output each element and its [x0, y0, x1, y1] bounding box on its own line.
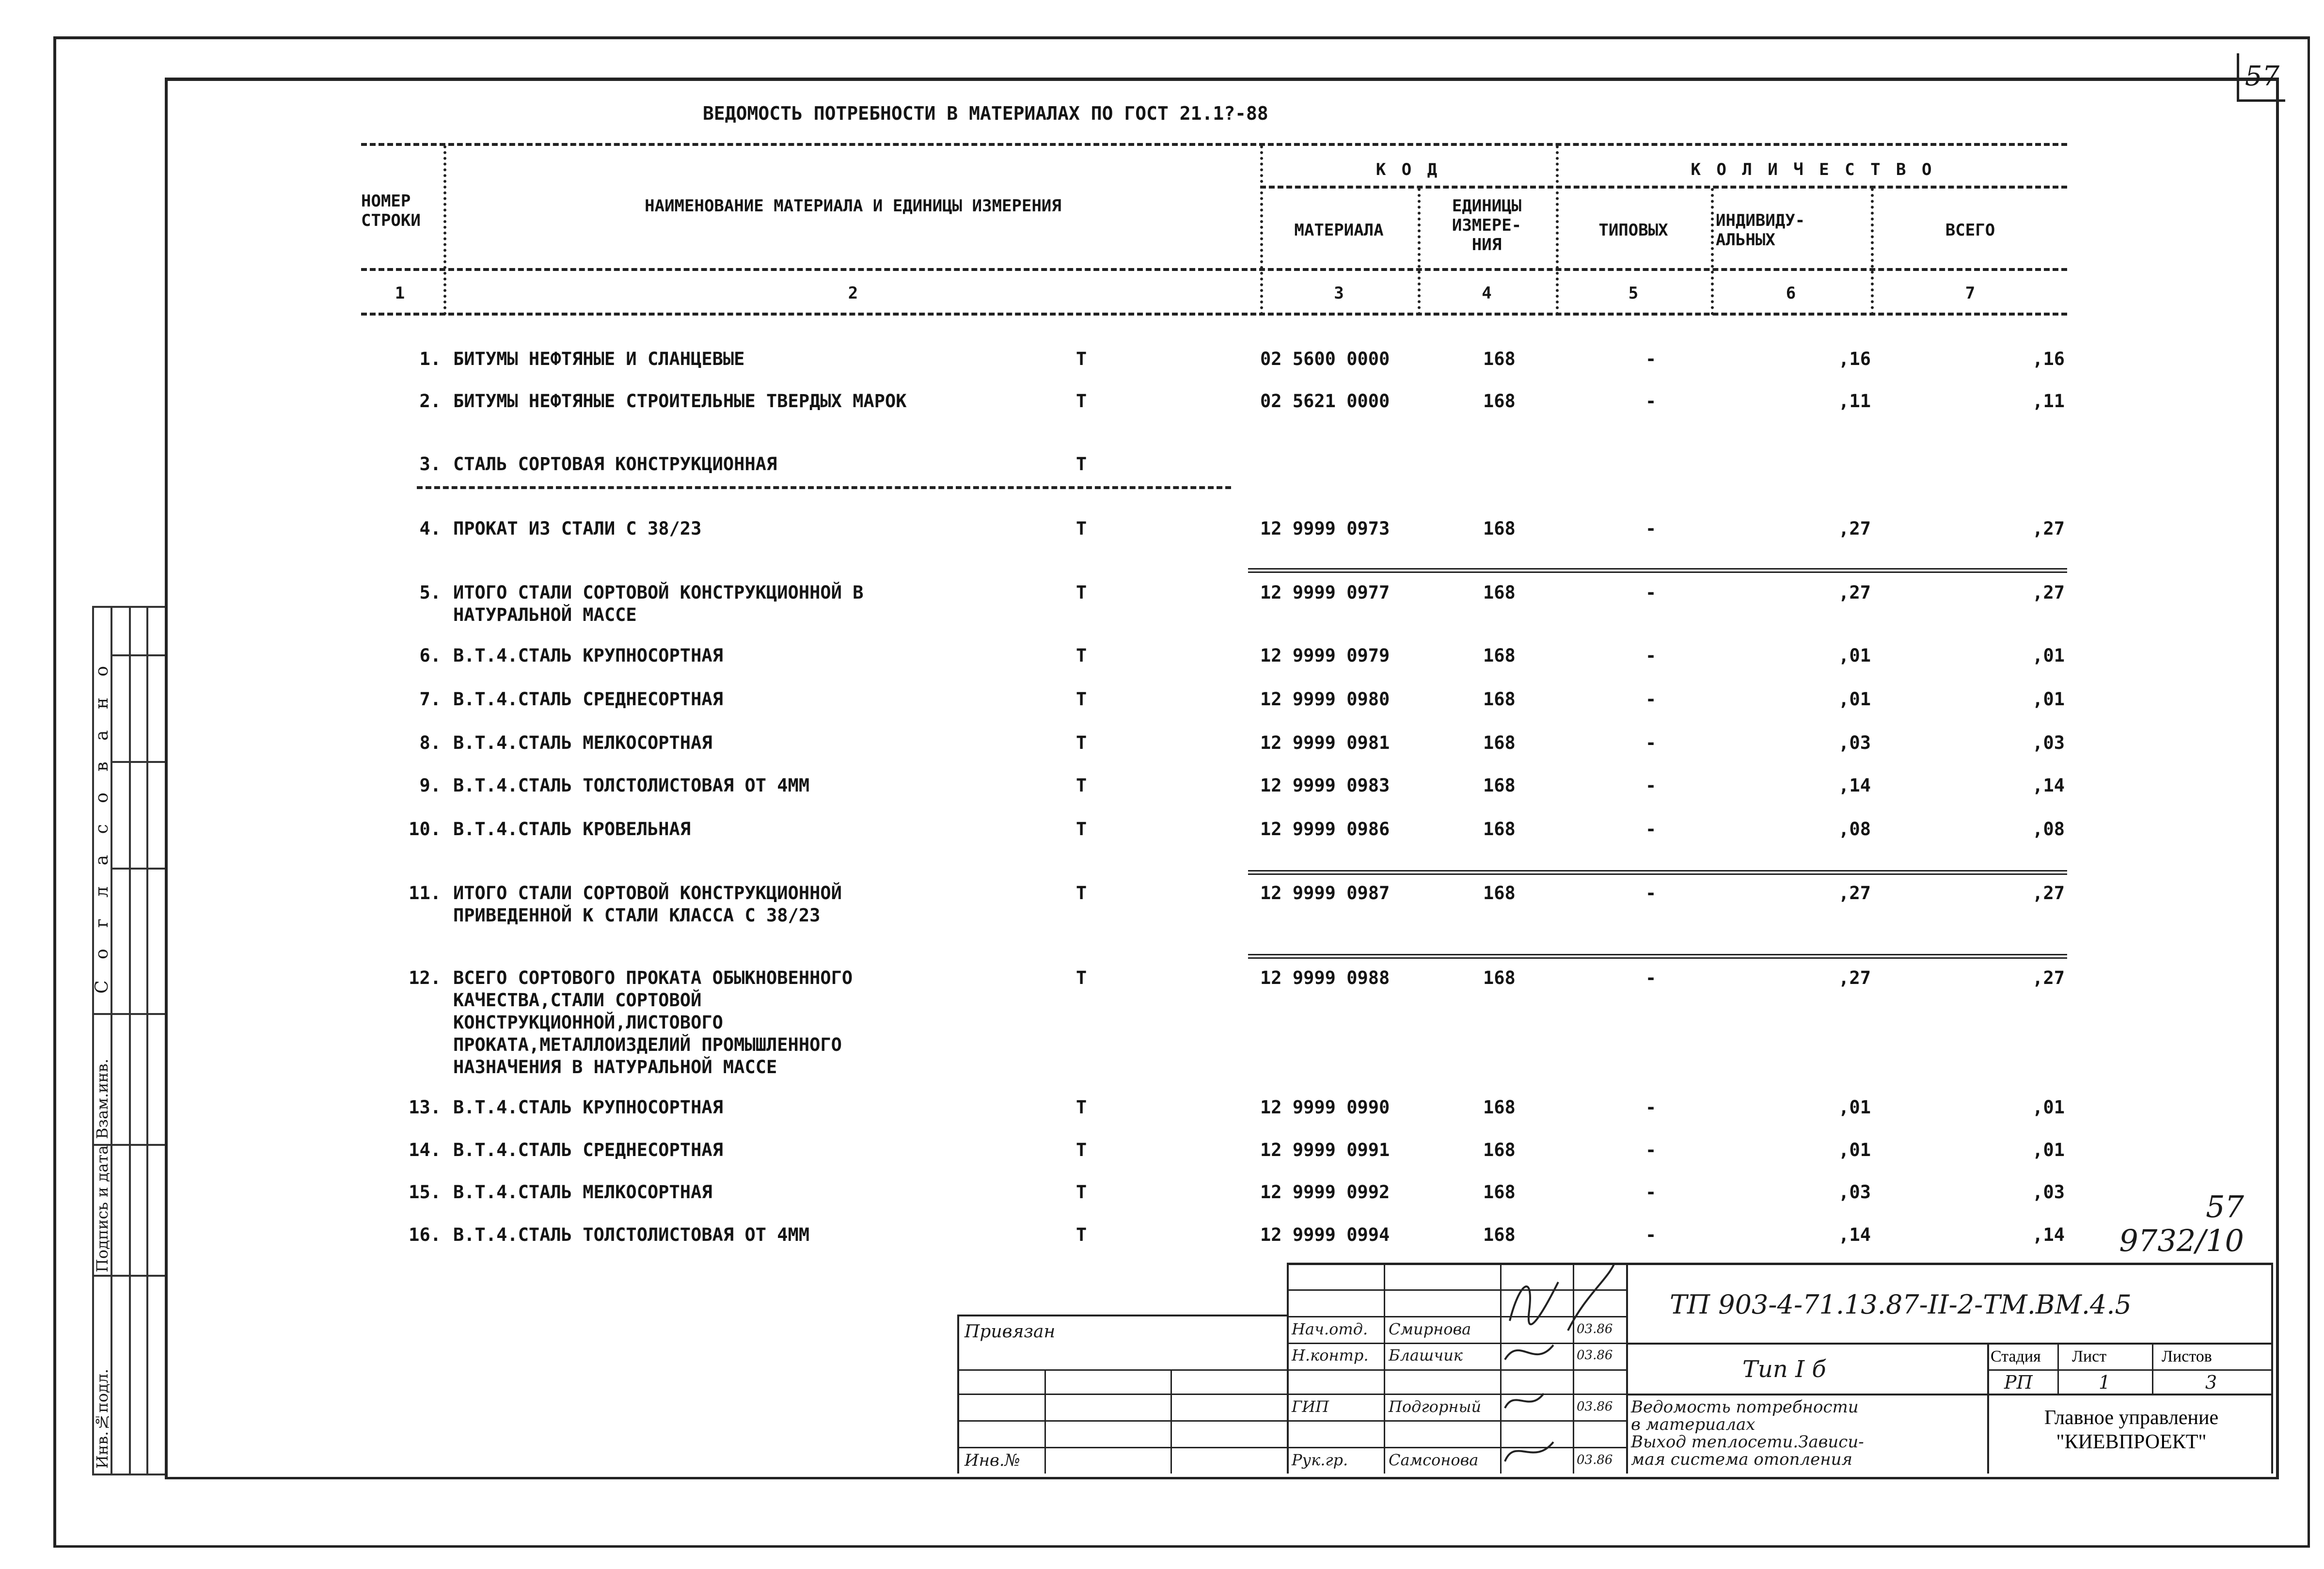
cell-code: 12 9999 0977 — [1260, 582, 1390, 603]
cell-unit-label: Т — [1076, 819, 1087, 840]
cell-code: 12 9999 0981 — [1260, 732, 1390, 753]
header-individual: ИНДИВИДУ- АЛЬНЫХ — [1716, 211, 1805, 250]
cell-individual: ,08 — [1838, 819, 1871, 840]
cell-total: ,14 — [2032, 1224, 2065, 1245]
name-field: Смирнова — [1389, 1320, 1471, 1338]
header-total: ВСЕГО — [1945, 221, 1995, 240]
sheet-description: Ведомость потребности в материалах Выход теплосети.Зависи- мая система отопления — [1631, 1397, 1864, 1469]
cell-code: 12 9999 0983 — [1260, 775, 1390, 796]
cell-unit-code: 168 — [1483, 391, 1516, 412]
cell-unit-code: 168 — [1483, 1140, 1516, 1160]
cell-typical: - — [1645, 967, 1657, 988]
subtotal-rule — [1248, 954, 2067, 959]
cell-unit-code: 168 — [1483, 689, 1516, 710]
cell-code: 12 9999 0979 — [1260, 645, 1390, 666]
cell-code: 12 9999 0992 — [1260, 1182, 1390, 1203]
sidebar-row-line — [92, 606, 165, 608]
header-code: К О Д — [1375, 160, 1440, 179]
name-field: Самсонова — [1389, 1451, 1479, 1469]
cell-individual: ,14 — [1838, 1224, 1871, 1245]
cell-typical: - — [1645, 582, 1657, 603]
sheet-value: 1 — [2099, 1372, 2111, 1393]
cell-unit-label: Т — [1076, 518, 1087, 539]
cell-name: БИТУМЫ НЕФТЯНЫЕ СТРОИТЕЛЬНЫЕ ТВЕРДЫХ МАРОК — [453, 391, 907, 412]
cell-typical: - — [1645, 645, 1657, 666]
col-number: 6 — [1786, 284, 1796, 303]
cell-unit-label: Т — [1076, 1182, 1087, 1203]
cell-no: 3. — [419, 454, 441, 475]
sidebar-col-line — [129, 606, 131, 1474]
cell-code: 02 5621 0000 — [1260, 391, 1390, 412]
cell-no: 13. — [409, 1097, 441, 1118]
col-number: 5 — [1628, 284, 1639, 303]
header-typical: ТИПОВЫХ — [1598, 221, 1668, 240]
cell-name: В.Т.4.СТАЛЬ СРЕДНЕСОРТНАЯ — [453, 1140, 723, 1160]
date-field: 03.86 — [1577, 1399, 1613, 1414]
cell-individual: ,27 — [1838, 883, 1871, 903]
cell-code: 12 9999 0986 — [1260, 819, 1390, 840]
cell-code: 12 9999 0990 — [1260, 1097, 1390, 1118]
cell-name: СТАЛЬ СОРТОВАЯ КОНСТРУКЦИОННАЯ — [453, 454, 777, 475]
cell-unit-label: Т — [1076, 883, 1087, 903]
sidebar-row-line — [111, 868, 165, 870]
cell-code: 12 9999 0987 — [1260, 883, 1390, 903]
cell-total: ,27 — [2032, 518, 2065, 539]
subtotal-rule — [1248, 870, 2067, 875]
sheets-label: Листов — [2162, 1347, 2212, 1365]
cell-name: ВСЕГО СОРТОВОГО ПРОКАТА ОБЫКНОВЕННОГО КАЧЕСТВА,СТАЛИ СОРТОВОЙ КОНСТРУКЦИОННОЙ,ЛИСТОВОГО ПРОКАТА,МЕТАЛЛОИЗДЕЛИЙ ПРОМЫШЛЕННОГО НАЗНАЧЕНИЯ В НАТУРАЛЬНОЙ МАССЕ — [453, 967, 853, 1078]
role-label: ГИП — [1292, 1397, 1329, 1416]
cell-no: 10. — [409, 819, 441, 840]
header-top-rule — [361, 143, 2067, 146]
title-block — [957, 1263, 2273, 1474]
cell-typical: - — [1645, 349, 1657, 369]
document-title: ВЕДОМОСТЬ ПОТРЕБНОСТИ В МАТЕРИАЛАХ ПО ГОСТ 21.1?-88 — [703, 103, 1268, 124]
cell-total: ,27 — [2032, 883, 2065, 903]
date-field: 03.86 — [1577, 1348, 1613, 1363]
col-number: 1 — [395, 284, 405, 303]
cell-total: ,01 — [2032, 645, 2065, 666]
cell-code: 02 5600 0000 — [1260, 349, 1390, 369]
sidebar-row-line — [111, 654, 165, 656]
cell-total: ,03 — [2032, 1182, 2065, 1203]
cell-name: В.Т.4.СТАЛЬ СРЕДНЕСОРТНАЯ — [453, 689, 723, 710]
cell-total: ,01 — [2032, 689, 2065, 710]
cell-unit-code: 168 — [1483, 775, 1516, 796]
cell-unit-code: 168 — [1483, 967, 1516, 988]
cell-no: 16. — [409, 1224, 441, 1245]
cell-no: 7. — [419, 689, 441, 710]
cell-unit-code: 168 — [1483, 732, 1516, 753]
col-number: 7 — [1965, 284, 1976, 303]
cell-individual: ,03 — [1838, 1182, 1871, 1203]
cell-name: ИТОГО СТАЛИ СОРТОВОЙ КОНСТРУКЦИОННОЙ В НАТУРАЛЬНОЙ МАССЕ — [453, 582, 864, 625]
col-number: 4 — [1482, 284, 1492, 303]
cell-name: В.Т.4.СТАЛЬ КРУПНОСОРТНАЯ — [453, 645, 723, 666]
sidebar-col-line — [146, 606, 148, 1474]
cell-unit-code: 168 — [1483, 1182, 1516, 1203]
cell-unit-label: Т — [1076, 775, 1087, 796]
cell-typical: - — [1645, 689, 1657, 710]
cell-name: ИТОГО СТАЛИ СОРТОВОЙ КОНСТРУКЦИОННОЙ ПРИВЕДЕННОЙ К СТАЛИ КЛАССА С 38/23 — [453, 883, 842, 926]
cell-unit-label: Т — [1076, 349, 1087, 369]
cell-name: ПРОКАТ ИЗ СТАЛИ С 38/23 — [453, 518, 702, 539]
cell-individual: ,01 — [1838, 1140, 1871, 1160]
cell-name: В.Т.4.СТАЛЬ ТОЛСТОЛИСТОВАЯ ОТ 4ММ — [453, 775, 810, 796]
cell-name: В.Т.4.СТАЛЬ МЕЛКОСОРТНАЯ — [453, 1182, 712, 1203]
cell-individual: ,01 — [1838, 645, 1871, 666]
cell-unit-label: Т — [1076, 1140, 1087, 1160]
cell-typical: - — [1645, 775, 1657, 796]
cell-unit-label: Т — [1076, 967, 1087, 988]
organization: Главное управление "КИЕВПРОЕКТ" — [2044, 1407, 2219, 1453]
date-field: 03.86 — [1577, 1453, 1613, 1467]
cell-unit-label: Т — [1076, 1097, 1087, 1118]
header-row-no: НОМЕР СТРОКИ — [361, 191, 421, 230]
cell-name: В.Т.4.СТАЛЬ КРУПНОСОРТНАЯ — [453, 1097, 723, 1118]
header-material: МАТЕРИАЛА — [1294, 221, 1384, 240]
cell-unit-code: 168 — [1483, 518, 1516, 539]
cell-code: 12 9999 0980 — [1260, 689, 1390, 710]
cell-individual: ,27 — [1838, 582, 1871, 603]
cell-individual: ,03 — [1838, 732, 1871, 753]
cell-no: 15. — [409, 1182, 441, 1203]
cell-total: ,27 — [2032, 967, 2065, 988]
stage-value: РП — [2004, 1372, 2033, 1393]
sidebar-row-line — [92, 1474, 165, 1475]
sidebar-row-line — [92, 1275, 165, 1277]
cell-unit-code: 168 — [1483, 883, 1516, 903]
cell-unit-label: Т — [1076, 582, 1087, 603]
cell-unit-code: 168 — [1483, 349, 1516, 369]
signature-date-label: Подпись и дата — [93, 1145, 111, 1272]
sidebar-row-line — [92, 1013, 165, 1015]
cell-individual: ,11 — [1838, 391, 1871, 412]
cell-total: ,01 — [2032, 1097, 2065, 1118]
cell-name: В.Т.4.СТАЛЬ ТОЛСТОЛИСТОВАЯ ОТ 4ММ — [453, 1224, 810, 1245]
name-field: Блашчик — [1389, 1346, 1463, 1364]
cell-typical: - — [1645, 1182, 1657, 1203]
cell-no: 1. — [419, 349, 441, 369]
cell-no: 9. — [419, 775, 441, 796]
subtotal-rule — [1248, 568, 2067, 573]
col-number: 3 — [1334, 284, 1344, 303]
cell-unit-code: 168 — [1483, 1097, 1516, 1118]
cell-individual: ,16 — [1838, 349, 1871, 369]
cell-unit-code: 168 — [1483, 1224, 1516, 1245]
header-group-rule — [1260, 186, 2067, 189]
inv-no-label: Инв.№подл. — [93, 1368, 111, 1469]
name-field: Подгорный — [1389, 1397, 1482, 1416]
cell-total: ,08 — [2032, 819, 2065, 840]
cell-individual: ,14 — [1838, 775, 1871, 796]
cell-individual: ,27 — [1838, 967, 1871, 988]
cell-name: В.Т.4.СТАЛЬ МЕЛКОСОРТНАЯ — [453, 732, 712, 753]
header-quantity: К О Л И Ч Е С Т В О — [1691, 160, 1935, 179]
sidebar-stamp — [92, 606, 165, 1474]
cell-unit-code: 168 — [1483, 645, 1516, 666]
cell-code: 12 9999 0994 — [1260, 1224, 1390, 1245]
cell-no: 5. — [419, 582, 441, 603]
cell-unit-code: 168 — [1483, 582, 1516, 603]
cell-typical: - — [1645, 732, 1657, 753]
vzam-inv-label: Взам.инв. — [93, 1059, 111, 1139]
cell-typical: - — [1645, 391, 1657, 412]
sidebar-row-line — [111, 761, 165, 763]
cell-typical: - — [1645, 1140, 1657, 1160]
cell-code: 12 9999 0991 — [1260, 1140, 1390, 1160]
header-divider — [443, 145, 446, 315]
section-rule — [417, 486, 1231, 489]
cell-unit-label: Т — [1076, 732, 1087, 753]
cell-unit-label: Т — [1076, 1224, 1087, 1245]
header-bottom-rule — [361, 268, 2067, 271]
cell-individual: ,01 — [1838, 689, 1871, 710]
cell-typical: - — [1645, 1097, 1657, 1118]
signature-scribbles — [1500, 1263, 1626, 1474]
cell-unit-label: Т — [1076, 391, 1087, 412]
cell-no: 14. — [409, 1140, 441, 1160]
cell-no: 4. — [419, 518, 441, 539]
cell-name: БИТУМЫ НЕФТЯНЫЕ И СЛАНЦЕВЫЕ — [453, 349, 745, 369]
role-label: Н.контр. — [1292, 1346, 1369, 1364]
cell-typical: - — [1645, 1224, 1657, 1245]
role-label: Рук.гр. — [1292, 1451, 1348, 1469]
cell-unit-label: Т — [1076, 645, 1087, 666]
column-numbers-rule — [361, 313, 2067, 316]
handwritten-mark: 57 9732/10 — [2119, 1189, 2244, 1258]
cell-typical: - — [1645, 819, 1657, 840]
doc-code: ТП 903-4-71.13.87-II-2-ТМ.ВМ.4.5 — [1670, 1289, 2132, 1320]
cell-total: ,16 — [2032, 349, 2065, 369]
cell-no: 12. — [409, 967, 441, 988]
date-field: 03.86 — [1577, 1322, 1613, 1336]
cell-no: 8. — [419, 732, 441, 753]
sheet-label: Лист — [2072, 1347, 2107, 1365]
cell-code: 12 9999 0988 — [1260, 967, 1390, 988]
cell-total: ,14 — [2032, 775, 2065, 796]
cell-individual: ,01 — [1838, 1097, 1871, 1118]
cell-no: 6. — [419, 645, 441, 666]
inv-no-field: Инв.№ — [964, 1451, 1020, 1470]
stage-label: Стадия — [1991, 1347, 2041, 1365]
cell-no: 2. — [419, 391, 441, 412]
cell-typical: - — [1645, 518, 1657, 539]
header-name: НАИМЕНОВАНИЕ МАТЕРИАЛА И ЕДИНИЦЫ ИЗМЕРЕНИЯ — [645, 196, 1061, 216]
cell-total: ,01 — [2032, 1140, 2065, 1160]
cell-name: В.Т.4.СТАЛЬ КРОВЕЛЬНАЯ — [453, 819, 691, 840]
header-divider — [1711, 188, 1714, 315]
cell-individual: ,27 — [1838, 518, 1871, 539]
cell-code: 12 9999 0973 — [1260, 518, 1390, 539]
type-label: Тип I б — [1742, 1356, 1826, 1383]
sheets-value: 3 — [2205, 1372, 2217, 1393]
cell-total: ,03 — [2032, 732, 2065, 753]
cell-unit-code: 168 — [1483, 819, 1516, 840]
agreed-label: С о г л а с о в а н о — [92, 658, 112, 994]
col-number: 2 — [848, 284, 858, 303]
cell-no: 11. — [409, 883, 441, 903]
role-label: Нач.отд. — [1292, 1320, 1368, 1338]
header-unit: ЕДИНИЦЫ ИЗМЕРЕ- НИЯ — [1452, 196, 1522, 254]
cell-unit-label: Т — [1076, 689, 1087, 710]
page-number: 57 — [2237, 53, 2285, 102]
cell-total: ,11 — [2032, 391, 2065, 412]
cell-typical: - — [1645, 883, 1657, 903]
cell-total: ,27 — [2032, 582, 2065, 603]
privyazan-label: Привязан — [964, 1322, 1056, 1342]
cell-unit-label: Т — [1076, 454, 1087, 475]
